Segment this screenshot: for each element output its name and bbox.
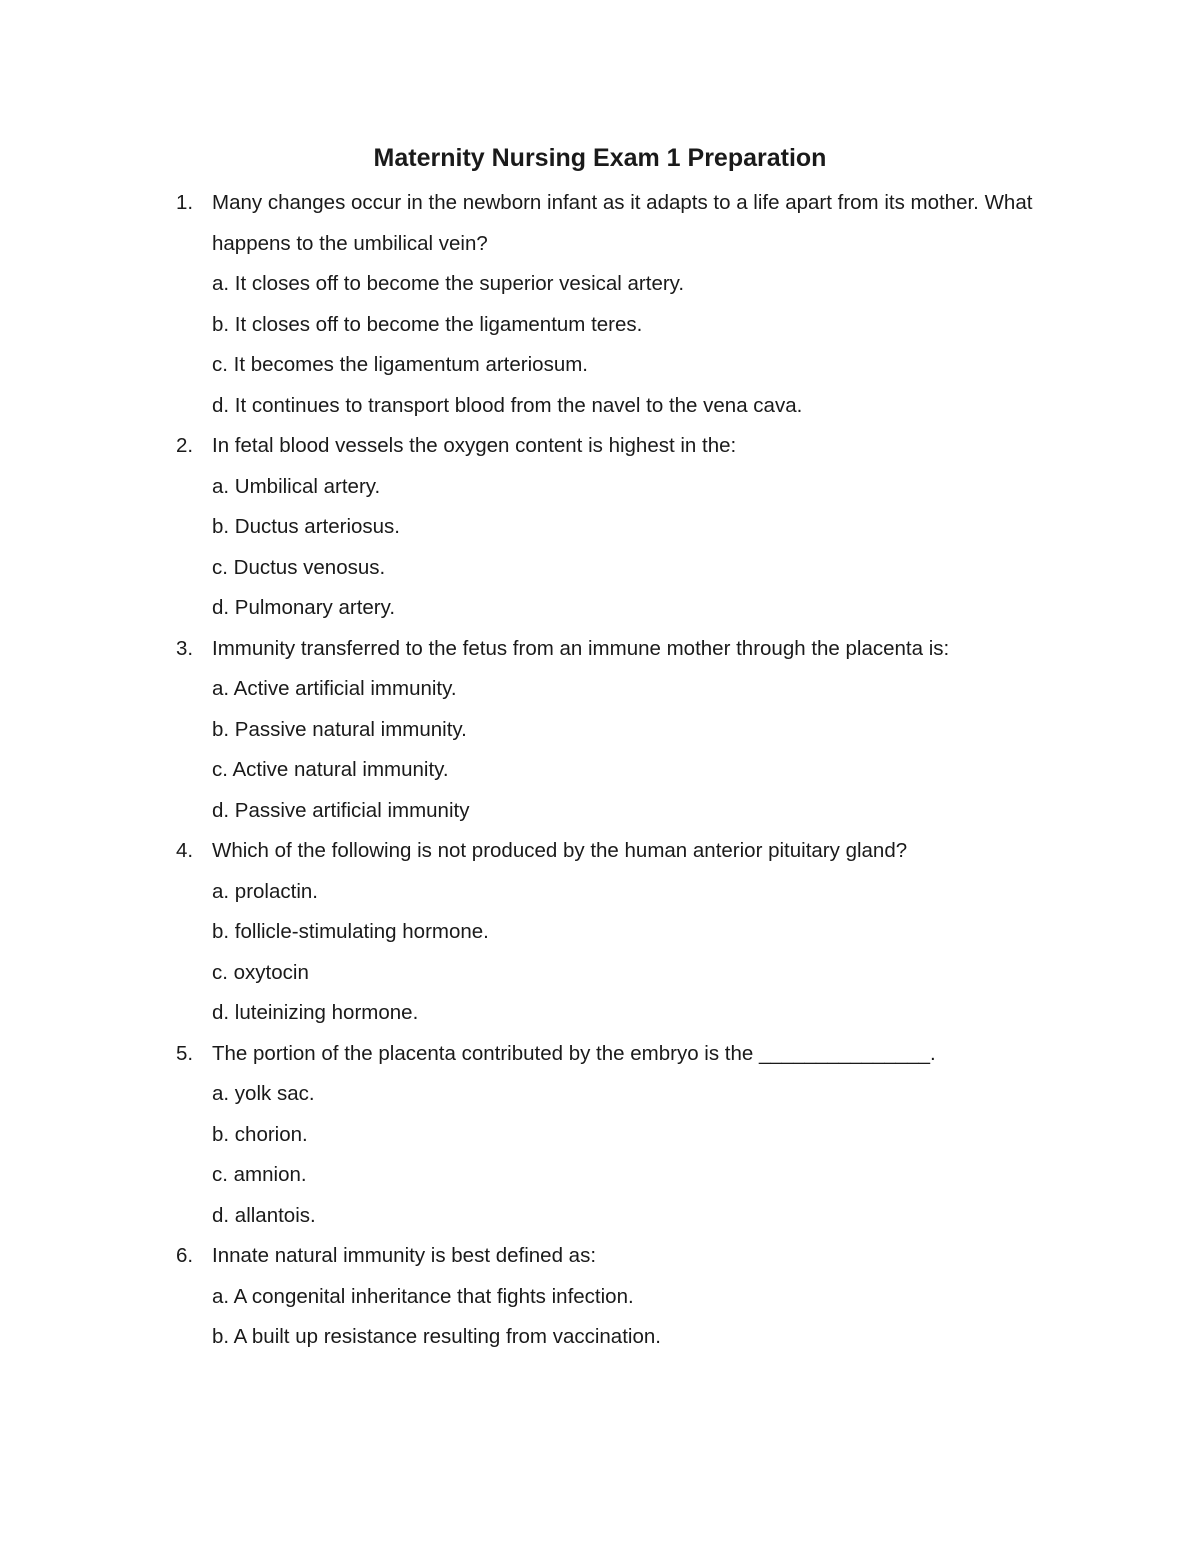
question-number: 1. xyxy=(176,191,194,214)
question-text: Which of the following is not produced by the human anterior pituitary gland? xyxy=(212,839,908,862)
option-b: b. follicle-stimulating hormone. xyxy=(212,920,489,943)
question-5 xyxy=(0,1034,1200,1237)
question-number: 3. xyxy=(176,636,194,660)
option-c: c. It becomes the ligamentum arteriosum. xyxy=(212,353,588,376)
option-list xyxy=(0,872,1200,1034)
option-b: b. chorion. xyxy=(212,1122,308,1146)
option-b: b. Passive natural immunity. xyxy=(212,717,467,741)
question-text: Innate natural immunity is best defined as: xyxy=(212,1244,597,1267)
question-2 xyxy=(0,426,1200,629)
question-number: 5. xyxy=(176,1041,194,1065)
option-d: d. luteinizing hormone. xyxy=(212,1001,419,1024)
option-a: a. A congenital inheritance that fights infection. xyxy=(212,1284,634,1308)
question-text: Immunity transferred to the fetus from an immune mother through the placenta is: xyxy=(212,636,950,660)
option-d: d. Pulmonary artery. xyxy=(212,596,396,619)
option-a: a. yolk sac. xyxy=(212,1082,315,1105)
option-list xyxy=(0,467,1200,629)
question-number: 2. xyxy=(176,434,194,457)
option-d: d. It continues to transport blood from the navel to the vena cava. xyxy=(212,393,803,417)
option-a: a. Umbilical artery. xyxy=(212,474,381,498)
question-1 xyxy=(0,183,1200,426)
question-text: In fetal blood vessels the oxygen content is highest in the: xyxy=(212,434,737,457)
option-list xyxy=(0,1277,1200,1358)
option-list xyxy=(0,669,1200,831)
option-d: d. Passive artificial immunity xyxy=(212,798,470,822)
question-number: 6. xyxy=(176,1244,194,1267)
option-c: c. amnion. xyxy=(212,1163,307,1186)
question-text: Many changes occur in the newborn infant as it adapts to a life apart from its mother. What happens to the umbilical vein? xyxy=(212,191,1033,255)
option-list xyxy=(0,264,1200,426)
option-d: d. allantois. xyxy=(212,1203,316,1227)
option-a: a. Active artificial immunity. xyxy=(212,677,457,700)
option-a: a. prolactin. xyxy=(212,879,318,903)
option-list xyxy=(0,1074,1200,1236)
question-3 xyxy=(0,629,1200,832)
question-4 xyxy=(0,831,1200,1034)
option-c: c. Active natural immunity. xyxy=(212,758,449,781)
question-text: The portion of the placenta contributed by the embryo is the _______________. xyxy=(212,1041,936,1065)
option-b: b. A built up resistance resulting from vaccination. xyxy=(212,1325,661,1348)
question-list xyxy=(0,183,1200,1358)
option-b: b. It closes off to become the ligamentum teres. xyxy=(212,312,643,336)
option-b: b. Ductus arteriosus. xyxy=(212,515,400,538)
question-number: 4. xyxy=(176,839,194,862)
document-title: Maternity Nursing Exam 1 Preparation xyxy=(373,144,827,172)
question-6 xyxy=(0,1236,1200,1358)
option-a: a. It closes off to become the superior vesical artery. xyxy=(212,272,685,295)
option-c: c. oxytocin xyxy=(212,960,309,984)
option-c: c. Ductus venosus. xyxy=(212,555,386,579)
